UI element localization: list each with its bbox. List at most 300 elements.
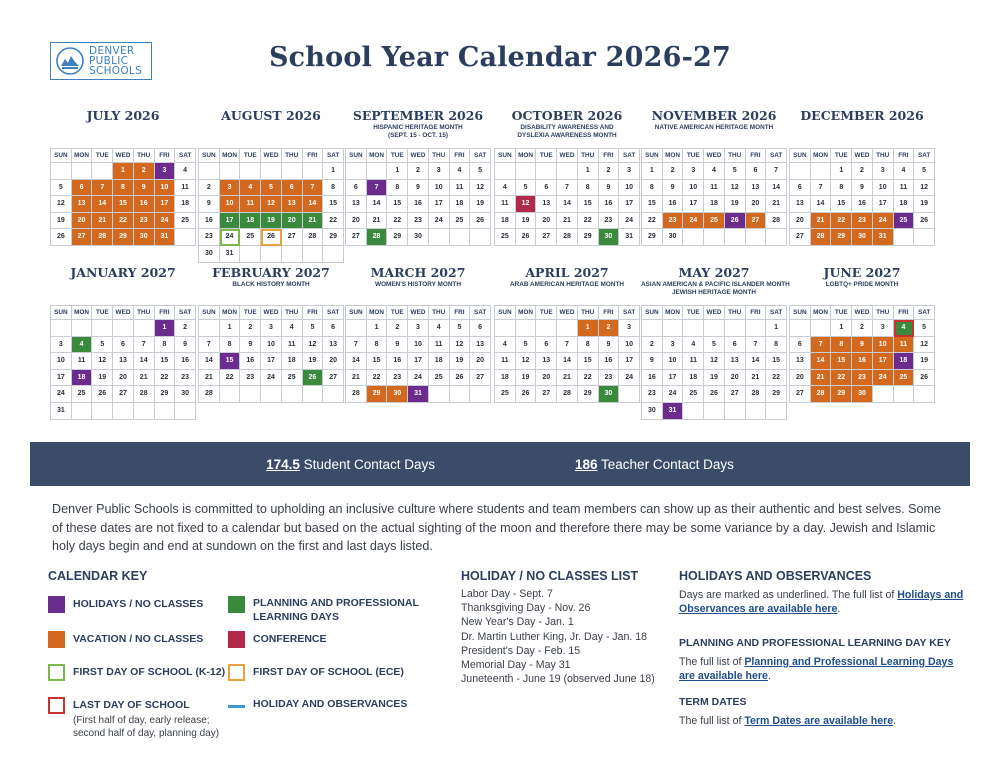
day-cell: 9 bbox=[387, 337, 408, 354]
day-cell: 30 bbox=[852, 229, 873, 246]
day-cell: 29 bbox=[766, 386, 787, 403]
weekday-header: SUN bbox=[51, 149, 72, 163]
empty-day-cell bbox=[346, 163, 367, 180]
month-observance: WOMEN'S HISTORY MONTH bbox=[375, 281, 461, 288]
day-cell: 27 bbox=[346, 229, 367, 246]
empty-day-cell bbox=[704, 403, 725, 420]
empty-day-cell bbox=[914, 386, 935, 403]
day-cell: 9 bbox=[408, 180, 429, 197]
term-dates-title: TERM DATES bbox=[679, 696, 747, 708]
weekday-header: TUE bbox=[683, 149, 704, 163]
key-vacation-label: VACATION / NO CLASSES bbox=[73, 633, 204, 645]
day-cell: 29 bbox=[113, 229, 134, 246]
day-cell: 13 bbox=[72, 196, 93, 213]
day-cell: 25 bbox=[450, 213, 471, 230]
weekday-header: TUE bbox=[92, 149, 113, 163]
planning-days-link[interactable]: Planning and Professional Learning Days are available here bbox=[679, 656, 954, 682]
weekday-header: MON bbox=[663, 149, 684, 163]
observances-link[interactable]: Holidays and Observances are available here bbox=[679, 589, 964, 615]
empty-day-cell bbox=[894, 229, 915, 246]
weekday-header: TUE bbox=[536, 306, 557, 320]
month-grid bbox=[494, 305, 640, 403]
weekday-header: WED bbox=[408, 306, 429, 320]
weekday-header: MON bbox=[367, 149, 388, 163]
day-cell: 23 bbox=[599, 370, 620, 387]
weekday-header: THU bbox=[134, 306, 155, 320]
day-cell: 4 bbox=[704, 163, 725, 180]
day-cell: 20 bbox=[323, 353, 344, 370]
day-cell: 22 bbox=[367, 370, 388, 387]
day-cell: 13 bbox=[346, 196, 367, 213]
day-cell: 5 bbox=[261, 180, 282, 197]
day-cell: 5 bbox=[470, 163, 491, 180]
weekday-header: FRI bbox=[450, 149, 471, 163]
day-cell: 25 bbox=[894, 370, 915, 387]
day-cell: 9 bbox=[240, 337, 261, 354]
day-cell: 5 bbox=[51, 180, 72, 197]
day-cell: 31 bbox=[873, 229, 894, 246]
month-observance: HISPANIC HERITAGE MONTH bbox=[373, 124, 463, 131]
empty-day-cell bbox=[367, 163, 388, 180]
day-cell: 30 bbox=[199, 246, 220, 263]
empty-day-cell bbox=[811, 163, 832, 180]
weekday-header: SAT bbox=[914, 149, 935, 163]
day-cell: 16 bbox=[175, 353, 196, 370]
day-cell: 27 bbox=[790, 229, 811, 246]
day-cell: 14 bbox=[557, 353, 578, 370]
day-cell: 10 bbox=[51, 353, 72, 370]
day-cell: 5 bbox=[303, 320, 324, 337]
day-cell: 1 bbox=[578, 320, 599, 337]
teacher-contact-days: 186 Teacher Contact Days bbox=[575, 456, 734, 472]
day-cell: 14 bbox=[367, 196, 388, 213]
empty-day-cell bbox=[914, 229, 935, 246]
day-cell: 18 bbox=[495, 370, 516, 387]
day-cell: 8 bbox=[578, 180, 599, 197]
weekday-header: SUN bbox=[642, 306, 663, 320]
day-cell: 11 bbox=[683, 353, 704, 370]
day-cell: 11 bbox=[495, 353, 516, 370]
day-cell: 16 bbox=[663, 196, 684, 213]
orange-swatch-icon bbox=[48, 631, 65, 648]
day-cell: 31 bbox=[619, 229, 640, 246]
day-cell: 28 bbox=[746, 386, 767, 403]
day-cell: 23 bbox=[199, 229, 220, 246]
day-cell: 27 bbox=[72, 229, 93, 246]
day-cell: 13 bbox=[790, 353, 811, 370]
empty-day-cell bbox=[766, 403, 787, 420]
day-cell: 3 bbox=[619, 320, 640, 337]
key-vacation bbox=[48, 631, 203, 648]
day-cell: 10 bbox=[619, 180, 640, 197]
day-cell: 2 bbox=[599, 320, 620, 337]
day-cell: 12 bbox=[92, 353, 113, 370]
day-cell: 21 bbox=[557, 213, 578, 230]
day-cell: 11 bbox=[72, 353, 93, 370]
day-cell: 6 bbox=[470, 320, 491, 337]
day-cell: 28 bbox=[766, 213, 787, 230]
day-cell: 9 bbox=[199, 196, 220, 213]
day-cell: 5 bbox=[450, 320, 471, 337]
empty-day-cell bbox=[199, 163, 220, 180]
empty-day-cell bbox=[72, 320, 93, 337]
day-cell: 24 bbox=[429, 213, 450, 230]
key-holidays bbox=[48, 596, 203, 613]
day-cell: 25 bbox=[495, 229, 516, 246]
weekday-header: WED bbox=[113, 149, 134, 163]
month-january-2027 bbox=[50, 265, 196, 414]
day-cell: 1 bbox=[323, 163, 344, 180]
day-cell: 4 bbox=[72, 337, 93, 354]
day-cell: 1 bbox=[113, 163, 134, 180]
day-cell: 21 bbox=[367, 213, 388, 230]
day-cell: 20 bbox=[536, 213, 557, 230]
day-cell: 24 bbox=[663, 386, 684, 403]
day-cell: 21 bbox=[811, 370, 832, 387]
day-cell: 3 bbox=[155, 163, 176, 180]
day-cell: 26 bbox=[725, 213, 746, 230]
day-cell: 27 bbox=[323, 370, 344, 387]
empty-day-cell bbox=[92, 403, 113, 420]
key-conference-label: CONFERENCE bbox=[253, 633, 327, 645]
day-cell: 9 bbox=[599, 337, 620, 354]
observances-text: Days are marked as underlined. The full list of Holidays and Observances are available here. bbox=[679, 589, 964, 615]
day-cell: 8 bbox=[831, 337, 852, 354]
month-grid bbox=[494, 148, 640, 246]
day-cell: 5 bbox=[914, 163, 935, 180]
day-cell: 12 bbox=[516, 353, 537, 370]
day-cell: 18 bbox=[429, 353, 450, 370]
logo-text: DENVER PUBLIC SCHOOLS bbox=[89, 45, 143, 77]
day-cell: 14 bbox=[746, 353, 767, 370]
day-cell: 6 bbox=[746, 163, 767, 180]
day-cell: 21 bbox=[92, 213, 113, 230]
day-cell: 10 bbox=[683, 180, 704, 197]
day-cell: 8 bbox=[220, 337, 241, 354]
day-cell: 24 bbox=[408, 370, 429, 387]
weekday-header: TUE bbox=[831, 149, 852, 163]
weekday-header: MON bbox=[220, 149, 241, 163]
day-cell: 15 bbox=[642, 196, 663, 213]
empty-day-cell bbox=[746, 320, 767, 337]
empty-day-cell bbox=[557, 163, 578, 180]
planning-key-title: PLANNING AND PROFESSIONAL LEARNING DAY KEY bbox=[679, 637, 951, 649]
empty-day-cell bbox=[536, 320, 557, 337]
observances-section bbox=[679, 569, 969, 616]
day-cell: 12 bbox=[914, 180, 935, 197]
day-cell: 4 bbox=[894, 163, 915, 180]
weekday-header: MON bbox=[72, 306, 93, 320]
day-cell: 25 bbox=[683, 386, 704, 403]
key-last-day bbox=[48, 697, 223, 740]
empty-day-cell bbox=[346, 320, 367, 337]
contact-days-banner bbox=[30, 442, 970, 486]
day-cell: 9 bbox=[642, 353, 663, 370]
day-cell: 2 bbox=[387, 320, 408, 337]
day-cell: 30 bbox=[599, 386, 620, 403]
day-cell: 20 bbox=[282, 213, 303, 230]
empty-day-cell bbox=[240, 246, 261, 263]
day-cell: 14 bbox=[811, 196, 832, 213]
day-cell: 11 bbox=[240, 196, 261, 213]
day-cell: 10 bbox=[663, 353, 684, 370]
weekday-header: FRI bbox=[746, 149, 767, 163]
day-cell: 18 bbox=[175, 196, 196, 213]
day-cell: 3 bbox=[261, 320, 282, 337]
day-cell: 15 bbox=[578, 353, 599, 370]
weekday-header: FRI bbox=[599, 306, 620, 320]
month-november-2026 bbox=[641, 108, 787, 241]
red-outline-swatch-icon bbox=[48, 697, 65, 714]
month-name: APRIL 2027 bbox=[525, 265, 609, 280]
day-cell: 23 bbox=[852, 370, 873, 387]
day-cell: 14 bbox=[811, 353, 832, 370]
weekday-header: THU bbox=[578, 149, 599, 163]
day-cell: 15 bbox=[387, 196, 408, 213]
empty-day-cell bbox=[134, 403, 155, 420]
empty-day-cell bbox=[323, 386, 344, 403]
empty-day-cell bbox=[303, 386, 324, 403]
day-cell: 28 bbox=[811, 386, 832, 403]
holiday-list bbox=[461, 587, 655, 686]
day-cell: 17 bbox=[429, 196, 450, 213]
day-cell: 16 bbox=[852, 353, 873, 370]
day-cell: 15 bbox=[831, 353, 852, 370]
day-cell: 30 bbox=[663, 229, 684, 246]
day-cell: 2 bbox=[408, 163, 429, 180]
day-cell: 20 bbox=[113, 370, 134, 387]
weekday-header: SUN bbox=[51, 306, 72, 320]
weekday-header: THU bbox=[873, 306, 894, 320]
month-observance: LGBTQ+ PRIDE MONTH bbox=[825, 281, 899, 288]
day-cell: 11 bbox=[429, 337, 450, 354]
empty-day-cell bbox=[155, 403, 176, 420]
day-cell: 10 bbox=[408, 337, 429, 354]
weekday-header: TUE bbox=[387, 306, 408, 320]
key-first-ece-label: FIRST DAY OF SCHOOL (ECE) bbox=[253, 666, 404, 678]
day-cell: 23 bbox=[387, 370, 408, 387]
day-cell: 24 bbox=[873, 370, 894, 387]
term-dates-section bbox=[679, 695, 969, 728]
day-cell: 9 bbox=[663, 180, 684, 197]
empty-day-cell bbox=[642, 320, 663, 337]
holiday-list-item: New Year's Day - Jan. 1 bbox=[461, 616, 574, 629]
day-cell: 10 bbox=[155, 180, 176, 197]
day-cell: 7 bbox=[557, 337, 578, 354]
weekday-header: SAT bbox=[766, 306, 787, 320]
day-cell: 14 bbox=[766, 180, 787, 197]
holiday-list-item: Dr. Martin Luther King, Jr. Day - Jan. 18 bbox=[461, 630, 648, 643]
day-cell: 16 bbox=[408, 196, 429, 213]
day-cell: 21 bbox=[746, 370, 767, 387]
day-cell: 15 bbox=[367, 353, 388, 370]
day-cell: 20 bbox=[790, 213, 811, 230]
day-cell: 8 bbox=[323, 180, 344, 197]
day-cell: 8 bbox=[155, 337, 176, 354]
day-cell: 7 bbox=[811, 337, 832, 354]
day-cell: 16 bbox=[387, 353, 408, 370]
day-cell: 12 bbox=[704, 353, 725, 370]
term-dates-link[interactable]: Term Dates are available here bbox=[744, 715, 894, 727]
empty-day-cell bbox=[175, 229, 196, 246]
day-cell: 2 bbox=[240, 320, 261, 337]
day-cell: 3 bbox=[220, 180, 241, 197]
month-august-2026 bbox=[198, 108, 344, 257]
day-cell: 18 bbox=[72, 370, 93, 387]
day-cell: 5 bbox=[914, 320, 935, 337]
month-march-2027 bbox=[345, 265, 491, 398]
weekday-header: THU bbox=[282, 149, 303, 163]
empty-day-cell bbox=[72, 403, 93, 420]
day-cell: 6 bbox=[790, 337, 811, 354]
day-cell: 12 bbox=[914, 337, 935, 354]
day-cell: 23 bbox=[408, 213, 429, 230]
day-cell: 25 bbox=[704, 213, 725, 230]
day-cell: 3 bbox=[873, 320, 894, 337]
day-cell: 24 bbox=[873, 213, 894, 230]
key-observance bbox=[228, 698, 407, 710]
weekday-header: SAT bbox=[323, 306, 344, 320]
day-cell: 25 bbox=[282, 370, 303, 387]
day-cell: 6 bbox=[113, 337, 134, 354]
day-cell: 16 bbox=[599, 196, 620, 213]
day-cell: 13 bbox=[470, 337, 491, 354]
day-cell: 1 bbox=[831, 320, 852, 337]
weekday-header: WED bbox=[557, 149, 578, 163]
day-cell: 20 bbox=[536, 370, 557, 387]
empty-day-cell bbox=[725, 229, 746, 246]
day-cell: 31 bbox=[220, 246, 241, 263]
month-observance: DISABILITY AWARENESS AND bbox=[520, 124, 614, 131]
day-cell: 5 bbox=[92, 337, 113, 354]
day-cell: 2 bbox=[175, 320, 196, 337]
weekday-header: WED bbox=[557, 306, 578, 320]
day-cell: 12 bbox=[450, 337, 471, 354]
day-cell: 14 bbox=[346, 353, 367, 370]
day-cell: 12 bbox=[470, 180, 491, 197]
day-cell: 24 bbox=[220, 229, 241, 246]
empty-day-cell bbox=[175, 403, 196, 420]
day-cell: 8 bbox=[578, 337, 599, 354]
day-cell: 19 bbox=[516, 213, 537, 230]
month-grid bbox=[345, 148, 491, 246]
weekday-header: MON bbox=[220, 306, 241, 320]
weekday-header: THU bbox=[134, 149, 155, 163]
day-cell: 16 bbox=[240, 353, 261, 370]
weekday-header: WED bbox=[852, 306, 873, 320]
month-april-2027 bbox=[494, 265, 640, 398]
day-cell: 11 bbox=[704, 180, 725, 197]
day-cell: 6 bbox=[282, 180, 303, 197]
day-cell: 17 bbox=[873, 353, 894, 370]
day-cell: 3 bbox=[619, 163, 640, 180]
day-cell: 7 bbox=[811, 180, 832, 197]
student-contact-days: 174.5 Student Contact Days bbox=[266, 456, 435, 472]
day-cell: 22 bbox=[323, 213, 344, 230]
day-cell: 17 bbox=[408, 353, 429, 370]
day-cell: 23 bbox=[175, 370, 196, 387]
month-name: DECEMBER 2026 bbox=[800, 108, 924, 123]
day-cell: 27 bbox=[790, 386, 811, 403]
day-cell: 30 bbox=[642, 403, 663, 420]
weekday-header: FRI bbox=[450, 306, 471, 320]
day-cell: 8 bbox=[831, 180, 852, 197]
day-cell: 12 bbox=[261, 196, 282, 213]
day-cell: 19 bbox=[704, 370, 725, 387]
day-cell: 23 bbox=[642, 386, 663, 403]
day-cell: 29 bbox=[831, 386, 852, 403]
day-cell: 19 bbox=[470, 196, 491, 213]
day-cell: 27 bbox=[113, 386, 134, 403]
month-grid bbox=[789, 305, 935, 403]
day-cell: 3 bbox=[429, 163, 450, 180]
day-cell: 10 bbox=[261, 337, 282, 354]
weekday-header: WED bbox=[261, 306, 282, 320]
weekday-header: THU bbox=[725, 306, 746, 320]
day-cell: 27 bbox=[536, 386, 557, 403]
weekday-header: TUE bbox=[683, 306, 704, 320]
day-cell: 4 bbox=[495, 180, 516, 197]
day-cell: 25 bbox=[894, 213, 915, 230]
key-last-day-label: LAST DAY OF SCHOOL bbox=[73, 699, 190, 711]
weekday-header: TUE bbox=[831, 306, 852, 320]
day-cell: 2 bbox=[642, 337, 663, 354]
empty-day-cell bbox=[282, 386, 303, 403]
day-cell: 17 bbox=[683, 196, 704, 213]
empty-day-cell bbox=[240, 386, 261, 403]
empty-day-cell bbox=[261, 163, 282, 180]
day-cell: 11 bbox=[282, 337, 303, 354]
weekday-header: WED bbox=[852, 149, 873, 163]
day-cell: 21 bbox=[811, 213, 832, 230]
weekday-header: TUE bbox=[240, 149, 261, 163]
day-cell: 4 bbox=[429, 320, 450, 337]
month-july-2026 bbox=[50, 108, 196, 241]
key-last-day-note: (First half of day, early release; second half of day, planning day) bbox=[73, 715, 220, 739]
holiday-list-item: Memorial Day - May 31 bbox=[461, 659, 571, 672]
day-cell: 22 bbox=[578, 213, 599, 230]
day-cell: 17 bbox=[155, 196, 176, 213]
weekday-header: SAT bbox=[619, 306, 640, 320]
day-cell: 24 bbox=[619, 370, 640, 387]
day-cell: 26 bbox=[516, 386, 537, 403]
day-cell: 17 bbox=[220, 213, 241, 230]
planning-key-section bbox=[679, 636, 969, 683]
month-name: AUGUST 2026 bbox=[221, 108, 321, 123]
key-planning-label: PLANNING AND PROFESSIONAL LEARNING DAYS bbox=[253, 597, 419, 623]
empty-day-cell bbox=[134, 320, 155, 337]
day-cell: 11 bbox=[894, 337, 915, 354]
day-cell: 14 bbox=[134, 353, 155, 370]
day-cell: 24 bbox=[155, 213, 176, 230]
day-cell: 30 bbox=[175, 386, 196, 403]
empty-day-cell bbox=[557, 320, 578, 337]
weekday-header: SUN bbox=[790, 306, 811, 320]
day-cell: 1 bbox=[220, 320, 241, 337]
day-cell: 12 bbox=[51, 196, 72, 213]
empty-day-cell bbox=[725, 320, 746, 337]
day-cell: 13 bbox=[323, 337, 344, 354]
day-cell: 15 bbox=[155, 353, 176, 370]
month-observance: ARAB AMERICAN HERITAGE MONTH bbox=[510, 281, 624, 288]
day-cell: 28 bbox=[557, 229, 578, 246]
key-holidays-label: HOLIDAYS / NO CLASSES bbox=[73, 598, 204, 610]
day-cell: 28 bbox=[199, 386, 220, 403]
weekday-header: WED bbox=[408, 149, 429, 163]
day-cell: 14 bbox=[92, 196, 113, 213]
day-cell: 9 bbox=[599, 180, 620, 197]
day-cell: 3 bbox=[663, 337, 684, 354]
